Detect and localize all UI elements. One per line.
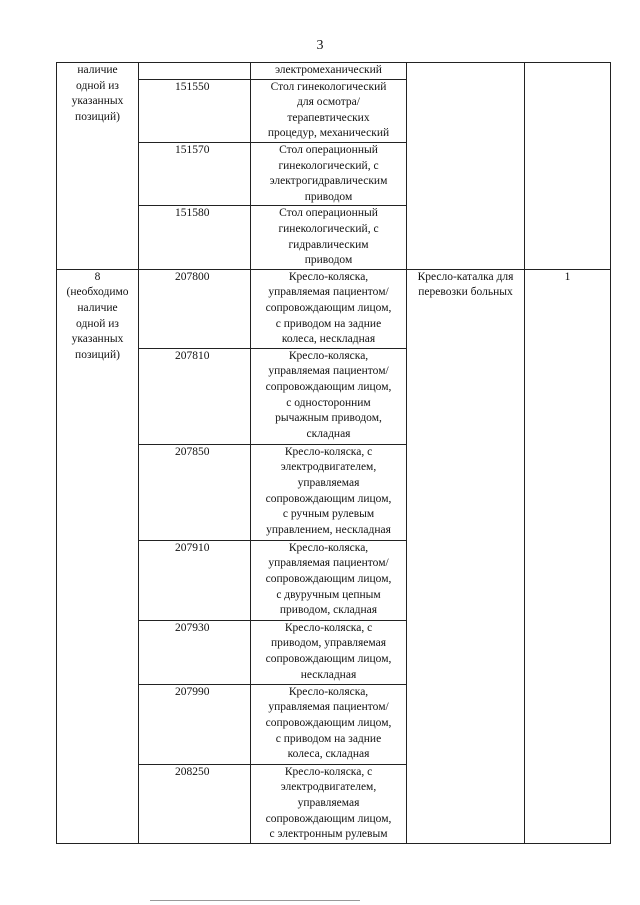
table-row [57,63,611,80]
equipment-table [56,62,611,844]
code-cell: 207910 [139,540,251,620]
description-cell: Кресло-коляска, управляемая пациентом/ сопровождающим лицом, с приводом на задние колеса, нескладная [251,269,407,348]
code-cell [139,63,251,80]
code-cell: 208250 [139,764,251,843]
code-cell: 207930 [139,620,251,684]
description-cell: Стол операционный гинекологический, с гидравлическим приводом [251,206,407,269]
table-row [57,269,611,348]
kind-cell [407,63,525,270]
description-cell: Кресло-коляска, управляемая пациентом/ сопровождающим лицом, с односторонним рычажным приводом, складная [251,348,407,444]
code-cell: 207800 [139,269,251,348]
description-cell: Стол операционный гинекологический, с электрогидравлическим приводом [251,142,407,205]
description-cell: Кресло-коляска, с электродвигателем, управляемая сопровождающим лицом, с ручным рулевым управлением, нескладная [251,444,407,540]
description-cell: электромеханический [251,63,407,80]
code-cell: 207810 [139,348,251,444]
group-cell: наличие одной из указанных позиций) [57,63,139,270]
code-cell: 207990 [139,684,251,764]
group-cell: 8 (необходимо наличие одной из указанных позиций) [57,269,139,843]
kind-cell: Кресло-каталка для перевозки больных [407,269,525,843]
code-cell: 151580 [139,206,251,269]
quantity-cell: 1 [525,269,611,843]
code-cell: 207850 [139,444,251,540]
quantity-cell [525,63,611,270]
code-cell: 151570 [139,142,251,205]
footer-divider [150,900,360,901]
description-cell: Кресло-коляска, с приводом, управляемая сопровождающим лицом, нескладная [251,620,407,684]
code-cell: 151550 [139,79,251,142]
description-cell: Кресло-коляска, управляемая пациентом/ сопровождающим лицом, с приводом на задние колеса, складная [251,684,407,764]
description-cell: Кресло-коляска, с электродвигателем, управляемая сопровождающим лицом, с электронным рулевым [251,764,407,843]
page-number: 3 [316,38,324,53]
description-cell: Кресло-коляска, управляемая пациентом/ сопровождающим лицом, с двуручным цепным приводом, складная [251,540,407,620]
description-cell: Стол гинекологический для осмотра/ терапевтических процедур, механический [251,79,407,142]
